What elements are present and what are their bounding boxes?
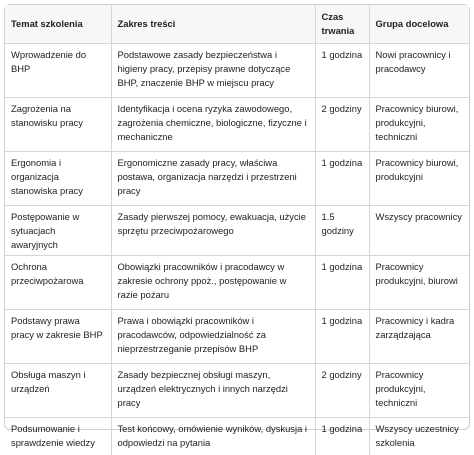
cell-content: Ergonomiczne zasady pracy, właściwa postawa, organizacja narzędzi i przestrzeni pracy: [111, 151, 315, 205]
cell-duration: 1.5 godziny: [315, 205, 369, 255]
cell-topic: Podsumowanie i sprawdzenie wiedzy: [5, 417, 111, 455]
training-table: [5, 5, 469, 455]
cell-audience: Nowi pracownicy i pracodawcy: [369, 43, 469, 97]
table-row: [5, 43, 469, 97]
header-topic: Temat szkolenia: [5, 5, 111, 43]
cell-topic: Zagrożenia na stanowisku pracy: [5, 97, 111, 151]
header-content: Zakres treści: [111, 5, 315, 43]
table-row: [5, 205, 469, 255]
cell-topic: Ergonomia i organizacja stanowiska pracy: [5, 151, 111, 205]
cell-duration: 1 godzina: [315, 255, 369, 309]
table-row: [5, 97, 469, 151]
cell-content: Prawa i obowiązki pracowników i pracodawców, odpowiedzialność za nieprzestrzeganie przepisów BHP: [111, 309, 315, 363]
cell-audience: Pracownicy produkcyjni, techniczni: [369, 363, 469, 417]
table-row: [5, 363, 469, 417]
cell-topic: Ochrona przeciwpożarowa: [5, 255, 111, 309]
table-row: [5, 255, 469, 309]
cell-content: Podstawowe zasady bezpieczeństwa i higieny pracy, przepisy prawne dotyczące BHP, znaczenie BHP w miejscu pracy: [111, 43, 315, 97]
header-audience: Grupa docelowa: [369, 5, 469, 43]
table-row: [5, 151, 469, 205]
cell-content: Zasady pierwszej pomocy, ewakuacja, użycie sprzętu przeciwpożarowego: [111, 205, 315, 255]
cell-content: Obowiązki pracowników i pracodawcy w zakresie ochrony ppoż., postępowanie w razie pożaru: [111, 255, 315, 309]
cell-duration: 1 godzina: [315, 417, 369, 455]
cell-duration: 1 godzina: [315, 151, 369, 205]
table-header-row: [5, 5, 469, 43]
cell-duration: 1 godzina: [315, 43, 369, 97]
cell-duration: 2 godziny: [315, 97, 369, 151]
cell-content: Identyfikacja i ocena ryzyka zawodowego, zagrożenia chemiczne, biologiczne, fizyczne i mechaniczne: [111, 97, 315, 151]
cell-content: Zasady bezpiecznej obsługi maszyn, urządzeń elektrycznych i innych narzędzi pracy: [111, 363, 315, 417]
cell-duration: 2 godziny: [315, 363, 369, 417]
table-row: [5, 309, 469, 363]
cell-audience: Pracownicy biurowi, produkcyjni, techniczni: [369, 97, 469, 151]
cell-topic: Obsługa maszyn i urządzeń: [5, 363, 111, 417]
cell-topic: Podstawy prawa pracy w zakresie BHP: [5, 309, 111, 363]
header-duration: Czas trwania: [315, 5, 369, 43]
cell-audience: Pracownicy biurowi, produkcyjni: [369, 151, 469, 205]
cell-topic: Postępowanie w sytuacjach awaryjnych: [5, 205, 111, 255]
training-table-container: [4, 4, 470, 448]
cell-audience: Pracownicy produkcyjni, biurowi: [369, 255, 469, 309]
cell-audience: Wszyscy pracownicy: [369, 205, 469, 255]
cell-duration: 1 godzina: [315, 309, 369, 363]
cell-audience: Pracownicy i kadra zarządzająca: [369, 309, 469, 363]
table-row: [5, 417, 469, 455]
cell-audience: Wszyscy uczestnicy szkolenia: [375, 422, 459, 448]
cell-content: Test końcowy, omówienie wyników, dyskusja i odpowiedzi na pytania: [111, 417, 315, 455]
cell-topic: Wprowadzenie do BHP: [5, 43, 111, 97]
